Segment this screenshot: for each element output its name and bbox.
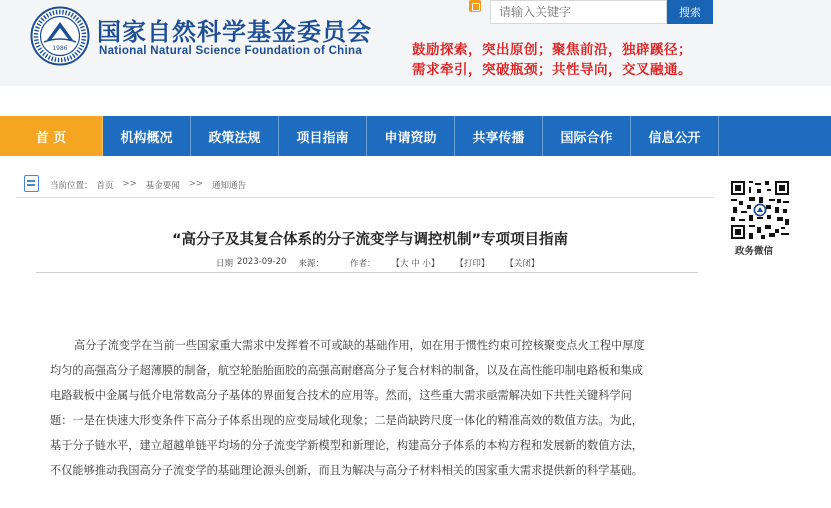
breadcrumb (50, 179, 246, 191)
search-input[interactable] (490, 0, 667, 24)
nav-item-disclosure[interactable]: 信息公开 (631, 116, 719, 156)
breadcrumb-home[interactable]: 首页 (96, 181, 114, 191)
site-header (0, 0, 831, 86)
breadcrumb-news[interactable]: 基金要闻 (145, 181, 180, 191)
nav-item-international[interactable]: 国际合作 (543, 116, 631, 156)
nav-item-guide[interactable]: 项目指南 (279, 116, 367, 156)
nav-item-share[interactable]: 共享传播 (455, 116, 543, 156)
nav-item-apply[interactable]: 申请资助 (367, 116, 455, 156)
date-label: 日期 (216, 259, 234, 269)
org-name-cn[interactable]: 国家自然科学基金委员会 (97, 18, 372, 46)
breadcrumb-separator: >> (122, 179, 137, 189)
svg-text:1986: 1986 (52, 45, 68, 52)
breadcrumb-prefix: 当前位置： (50, 181, 93, 191)
nav-item-home[interactable]: 首 页 (0, 116, 103, 156)
article-date: 2023-09-20 (237, 257, 287, 267)
slogan-line-2: 需求牵引，突破瓶颈；共性导向，交叉融通。 (412, 62, 692, 78)
breadcrumb-divider (16, 197, 714, 198)
nsfc-seal-logo[interactable] (30, 6, 90, 66)
author-label: 作者： (349, 259, 376, 269)
qr-label: 政务微信 (735, 246, 774, 257)
nav-item-policy[interactable]: 政策法规 (191, 116, 279, 156)
rss-icon[interactable] (469, 0, 481, 12)
body-line: 高分子流变学在当前一些国家重大需求中发挥着不可或缺的基础作用，如在用于惯性约束可控核聚变点火工程中厚度 (74, 339, 645, 352)
print-link[interactable]: 【打印】 (455, 259, 490, 269)
body-line: 不仅能够推动我国高分子流变学的基础理论源头创新，而且为解决与高分子材料相关的国家重大需求提供新的科学基础。 (50, 464, 643, 477)
search-button[interactable]: 搜索 (667, 0, 713, 24)
meta-divider (36, 272, 698, 273)
body-line: 题：一是在快速大形变条件下高分子体系出现的应变局域化现象；二是尚缺跨尺度一体化的精准高效的数值方法。为此， (50, 414, 643, 427)
breadcrumb-separator: >> (188, 179, 204, 189)
article-title: “高分子及其复合体系的分子流变学与调控机制”专项项目指南 (171, 232, 569, 248)
location-icon (24, 175, 39, 192)
source-label: 来源： (298, 259, 324, 269)
article-meta (216, 257, 539, 269)
close-link[interactable]: 【关闭】 (505, 259, 540, 269)
slogan-line-1: 鼓励探索，突出原创；聚焦前沿，独辟蹊径； (412, 42, 692, 58)
org-name-en[interactable]: National Natural Science Foundation of China (99, 45, 363, 57)
main-nav (0, 116, 831, 156)
font-size-toggle[interactable]: 【大 中 小】 (391, 259, 440, 269)
body-line: 电路载板中金属与低介电常数高分子基体的界面复合技术的应用等。然而，这些重大需求亟需解决如下共性关键科学问 (50, 389, 632, 402)
nav-item-about[interactable]: 机构概况 (103, 116, 191, 156)
body-line: 均匀的高强高分子超薄膜的制备，航空轮胎胎面胶的高强高耐磨高分子复合材料的制备，以及在高性能印制电路板和集成 (50, 364, 643, 377)
body-line: 基于分子链水平，建立超越单链平均场的分子流变学新模型和新理论，构建高分子体系的本构方程和发展新的数值方法， (50, 439, 643, 452)
article-body (50, 333, 700, 483)
breadcrumb-notices[interactable]: 通知通告 (212, 181, 247, 191)
